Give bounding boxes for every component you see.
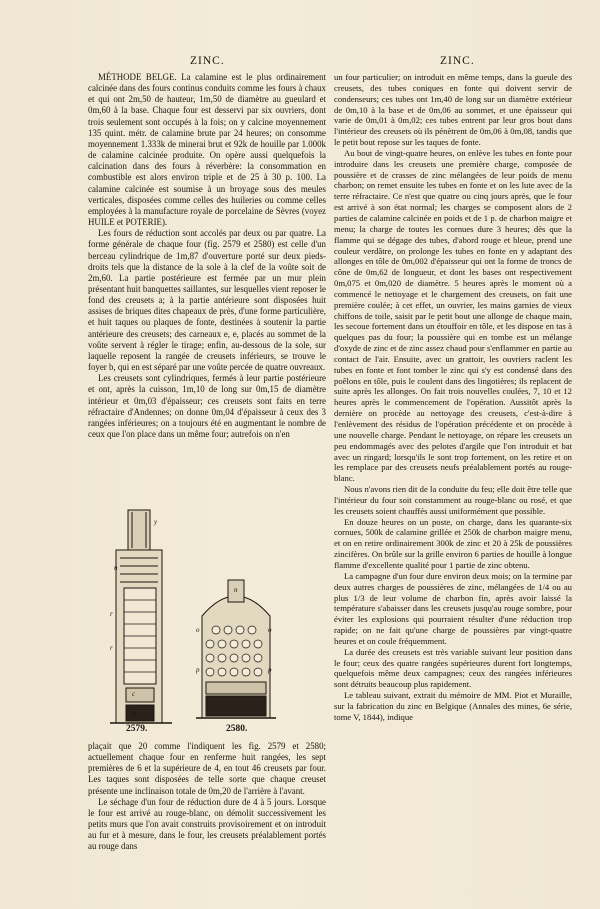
paragraph-vingt-quatre-heures: Au bout de vingt-quatre heures, on enlève les tubes en fonte pour introduire dans les creusets une première charge, composée de poussière et de crasses de zinc mélangées de leur poids de menu charbon; on remet ensuite les tubes en fonte et on les lute avec de la terre réfractaire. Ce n'est que quatre ou cinq jours après, que le four est arrivé à son état normal; les charges se composent alors de 2 parties de calamine calcinée en poids et de 1 p. de charbon maigre et menu; la charge de toutes les cornues dure 3 heures; dès que la flamme qui se dégage des tubes, d'abord rouge et bleue, prend une couleur verdâtre, on prolonge les tubes en fonte en y adaptant des allonges en tôle de 0m,002 d'épaisseur qui ont la forme de troncs de cône de 0m,62 de longueur, et dont les bases ont respectivement 0m,075 et 0m,020 de diamètre. 5 heures après le moment où a commencé le nettoyage et le chargement des creusets, on fait une première coulée; à cet effet, un ouvrier, les mains garnies de vieux chiffons de toile, saisit par le petit bout une allonge de chaque main, les secoue fortement dans un étouffoir en tôle, et les dispose en tas à quelques pas du four; la poussière qui en tombe est un mélange d'oxyde de zinc et de zinc assez chaud pour s'enflammer en partie au contact de l'air. Ensuite, avec un grattoir, les ouvriers raclent les tubes en fonte et font tomber le zinc qui s'y est condensé dans des poêlons en tôle, puis le coulent dans des lingotières; ils replacent de suite après les allonges. On fait trois nouvelles coulées, 7, 10 et 12 heures après le commencement de l'opération. Aussitôt après la dernière on procède au nettoyage des creusets, c'est-à-dire à l'enlèvement des résidus de l'opération précédente et on procède à une nouvelle charge. Pendant le nettoyage, on répare les creusets un peu endommagés avec des pelotes d'argile que l'on introduit et bat avec un ringard; lorsqu'ils le sont trop fortement, on les retire et on les remplace par des creusets neufs préalablement portés au rouge-blanc. <box>334 147 572 484</box>
svg-text:o: o <box>268 626 272 634</box>
paragraph-conduite-feu: Nous n'avons rien dit de la conduite du feu; elle doit être telle que l'intérieur du four soit constamment au rouge-blanc ou rosé, et que les creusets soient chauffés aussi uniformément que possible. <box>334 484 572 516</box>
furnace-elevation-figure <box>108 508 180 730</box>
paragraph-sechage: Le séchage d'un four de réduction dure de 4 à 5 jours. Lorsque le four est arrivé au rouge-blanc, on démolit successivement les petits murs que l'on avait construits provisoirement et on introduit au fur et à mesure, dans le four, les creusets préalablement portés au rouge dans <box>88 796 326 852</box>
svg-text:y: y <box>154 518 158 526</box>
paragraph-creusets: Les creusets sont cylindriques, fermés à leur partie postérieure et ont, après la cuisson, 1m,10 de long sur 0m,15 de diamètre intérieur et 0m,03 d'épaisseur; ces creusets sont faits en terre réfractaire d'Andennes; on donne 0m,04 d'épaisseur à ceux des 3 rangées inférieures; on a toujours été en augmentant le nombre de ceux que l'on place dans un même four; autrefois on n'en <box>88 373 326 439</box>
running-header-left: ZINC. <box>190 55 225 67</box>
svg-text:r: r <box>110 644 113 652</box>
paragraph-four-particulier: un four particulier; on introduit en même temps, dans la gueule des creusets, des tubes coniques en fonte qui doivent servir de condenseurs; ces tubes ont 1m,40 de long sur un diamètre extérieur de 0m,10 à la base et de 0m,06 au sommet, et une épaisseur qui varie de 0m,01 à 0m,02; ces tubes entrent par leur gros bout dans l'intérieur des creusets où ils pénètrent de 0m,06 à 0m,08, tandis que le petit bout repose sur les taques de fonte. <box>334 72 572 148</box>
svg-text:n: n <box>114 564 118 572</box>
furnace-front-figure <box>196 572 276 722</box>
svg-text:p: p <box>268 666 272 674</box>
figure-label-2580: 2580. <box>226 724 248 734</box>
paragraph-rangees: plaçait que 20 comme l'indiquent les fig. 2579 et 2580; actuellement chaque four en renferme huit rangées, les sept premières de 6 et la supérieure de 4, en tout 46 creusets par four. Les taques sont disposées de telle sorte que chaque creuset présente une inclinaison totale de 0m,20 de l'arrière à l'avant. <box>88 741 326 796</box>
svg-text:o: o <box>196 626 200 634</box>
svg-text:c: c <box>132 690 136 698</box>
paragraph-douze-heures: En douze heures on un poste, on charge, dans les quarante-six cornues, 500k de calamine grillée et 250k de charbon maigre menu, et on en retire ordinairement 300k de zinc et 20 à 25k de poussières zincifères. On brûle sur la grille environ 6 parties de houille à longue flamme d'excellente qualité pour 1 partie de zinc obtenu. <box>334 516 572 570</box>
paragraph-fours-reduction: Les fours de réduction sont accolés par deux ou par quatre. La forme générale de chaque four (fig. 2579 et 2580) est celle d'un berceau cylindrique de 1m,87 d'ouverture porté sur deux pieds-droits tels que la distance de la sole à la clef de la voûte soit de 2m,60. La partie postérieure est fermée par un mur plein présentant huit banquettes saillantes, sur lesquelles vient reposer le fond des creusets a; à la partie antérieure sont disposées huit assises de briques dites chapeaux de près, d'une forme particulière, et huit taques ou plaques de fonte, destinées à soutenir la partie antérieure des creusets; des carneaux e, e, placés au sommet de la voûte servent à régler le tirage; enfin, au-dessous de la sole, sur laquelle reposent la rangée de creusets inférieurs, se trouve le foyer b, qui en est séparé par une voûte percée de quatre ouvreaux. <box>88 228 326 373</box>
svg-text:p: p <box>196 666 200 674</box>
figure-label-2579: 2579. <box>126 724 148 734</box>
svg-text:b: b <box>132 710 136 718</box>
left-column-top <box>88 72 326 440</box>
svg-text:n: n <box>234 586 238 594</box>
paragraph-duree-creusets: La durée des creusets est très variable suivant leur position dans le four; ceux des quatre rangées supérieures durent fort longtemps, quelquefois même deux campagnes; ceux des rangées inférieures sont détruits beaucoup plus rapidement. <box>334 646 572 690</box>
left-column-bottom <box>88 741 326 853</box>
paragraph-methode-belge: MÉTHODE BELGE. La calamine est le plus ordinairement calcinée dans des fours continus conduits comme les fours à chaux et qui ont 2m,50 de hauteur, 1m,50 de diamètre au gueulard et 0m,60 à la base. Chaque four est desservi par six ouvriers, dont trois seulement sont occupés à la fois; on y calcine moyennement 135 quint. métr. de calamine brute par 24 heures; on consomme moyennement 1.333k de minerai brut et 92k de houille par 1.000k de calamine calcinée produite. On opère aussi quelquefois la calcination dans des fours à réverbère: la consommation en combustible est alors environ triple et de 25 à 30 p. 100. La calamine calcinée est soumise à un broyage sous des meules verticales, disposées comme celles des huileries ou comme celles employées à la manufacture royale de porcelaine de Sèvres (voyez HUILE et POTERIE). <box>88 72 326 228</box>
running-header-right: ZINC. <box>440 55 475 67</box>
paragraph-tableau: Le tableau suivant, extrait du mémoire de MM. Piot et Muraille, sur la fabrication du zinc en Belgique (Annales des mines, 6e série, tome V, 1844), indique <box>334 690 572 722</box>
paragraph-campagne: La campagne d'un four dure environ deux mois; on la termine par deux autres charges de poussières de zinc, mélangées de 1/4 ou au plus 1/3 de leur volume de charbon fin, après avoir laissé la température s'abaisser dans les creusets jusqu'au rouge sombre, pour éviter les explosions qui pourraient résulter d'une réduction trop rapide; on ne fait qu'une charge de poussières par vingt-quatre heures et on coule fréquemment. <box>334 570 572 646</box>
svg-text:r: r <box>110 610 113 618</box>
right-column <box>334 72 572 723</box>
